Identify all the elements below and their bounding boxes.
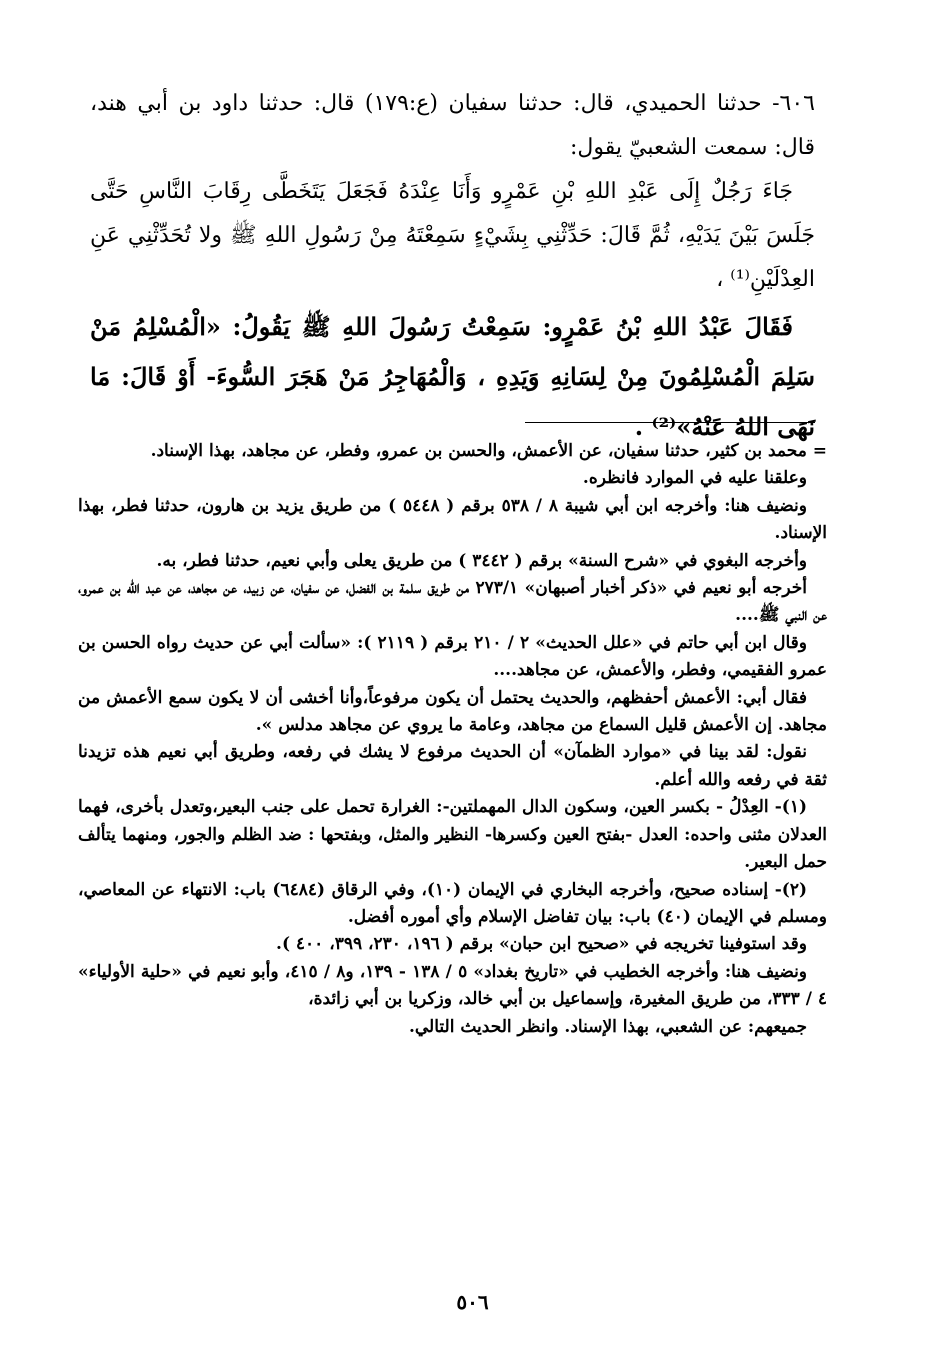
footnote-line: وقد استوفينا تخريجه في «صحيح ابن حبان» برقم ( ١٩٦، ٢٣٠، ٣٩٩، ٤٠٠ ).	[276, 934, 807, 955]
footnotes	[78, 438, 827, 1041]
footnote-line: ونضيف هنا: وأخرجه الخطيب في «تاريخ بغداد» ٥ / ١٣٨ - ١٣٩، و٨ / ٤١٥، وأبو نعيم في «حلية الأولياء» ٤ / ٣٣٣، من طريق المغيرة، وإسماعيل بن أبي خالد، وزكريا بن أبي زائدة،	[78, 961, 827, 1010]
hadith-text	[90, 82, 815, 452]
hadith-chain: ٦٠٦- حدثنا الحميدي، قال: حدثنا سفيان (ع:١٧٩) قال: حدثنا داود بن أبي هند، قال: سمعت الشعبيّ يقول:	[90, 91, 815, 160]
page-number: ٥٠٦	[456, 1290, 489, 1314]
footnote-line: وقال ابن أبي حاتم في «علل الحديث» ٢ / ٢١٠ برقم ( ٢١١٩ ): «سألت أبي عن حديث رواه الحسن بن عمرو الفقيمي، وفطر، والأعمش، عن مجاهد....	[78, 632, 827, 681]
footnote-line: وأخرجه البغوي في «شرح السنة» برقم ( ٣٤٤٢ ) من طريق يعلى وأبي نعيم، حدثنا فطر، به.	[156, 550, 807, 571]
footnote-line: نقول: لقد بينا في «موارد الظمآن» أن الحديث مرفوع لا يشك في رفعه، وطريق أبي نعيم هذه تزيدنا ثقة في رفعه والله أعلم.	[78, 742, 827, 790]
footnote-2: (٢)- إسناده صحيح، وأخرجه البخاري في الإيمان (١٠)، وفي الرقاق (٦٤٨٤) باب: الانتهاء عن المعاصي، ومسلم في الإيمان (٤٠) باب: بيان تفاضل الإسلام وأي أموره أفضل.	[78, 879, 827, 927]
footnote-line: جميعهم: عن الشعبي، بهذا الإسناد. وانظر الحديث التالي.	[408, 1016, 807, 1037]
hadith-saying: فَقَالَ عَبْدُ اللهِ بْنُ عَمْرٍو: سَمِعْتُ رَسُولَ اللهِ ﷺ يَقُولُ: «الْمُسْلِمُ مَنْ سَلِمَ الْمُسْلِمُونَ مِنْ لِسَانِهِ وَيَدِهِ ، وَالْمُهَاجِرُ مَنْ هَجَرَ السُّوءَ- أَوْ قَالَ: مَا نَهَى اللهُ عَنْهُ»⁽²⁾ .	[90, 312, 815, 441]
footnote-line: فقال أبي: الأعمش أحفظهم، والحديث يحتمل أن يكون مرفوعاً،وأنا أخشى أن لا يكون سمع الأعمش من مجاهد. إن الأعمش قليل السماع من مجاهد، وعامة ما يروي عن مجاهد مدلس ».	[78, 687, 827, 736]
footnote-line: = محمد بن كثير، حدثنا سفيان، عن الأعمش، والحسن بن عمرو، وفطر، عن مجاهد، بهذا الإسناد.	[150, 441, 827, 461]
footnote-line: وعلقنا عليه في الموارد فانظره.	[582, 468, 807, 489]
footnote-line: ونضيف هنا: وأخرجه ابن أبي شيبة ٨ / ٥٣٨ برقم ( ٥٤٤٨ ) من طريق يزيد بن هارون، حدثنا فطر، بهذا الإسناد.	[78, 495, 827, 544]
hadith-narration: جَاءَ رَجُلٌ إِلَى عَبْدِ اللهِ بْنِ عَمْرٍو وَأَنَا عِنْدَهُ فَجَعَلَ يَتَخَطَّى رِقَابَ النَّاسِ حَتَّى جَلَسَ بَيْنَ يَدَيْهِ، ثُمَّ قَالَ: حَدِّثْنِي بِشَيْءٍ سَمِعْتَهُ مِنْ رَسُولِ اللهِ ﷺ ولا تُحَدِّثْنِي عَنِ العِدْلَيْنِ⁽¹⁾ ،	[90, 179, 815, 292]
footnote-line: أخرجه أبو نعيم في «ذكر أخبار أصبهان» ٢٧٣/١ من طريق سلمة بن الفضل، عن سفيان، عن زبيد، عن مجاهد، عن عبد الله بن عمرو، عن النبي ﷺ....	[78, 578, 827, 626]
footnote-1: (١)- العِدْلُ - بكسر العين، وسكون الدال المهملتين-: الغرارة تحمل على جنب البعير،وتعدل بأخرى، فهما العدلان مثنى واحده: العدل -بفتح العين وكسرها- النظير والمثل، وبفتحها : ضد الظلم والجور، ومنهما يتألف حمل البعير.	[78, 797, 827, 873]
footnote-separator	[525, 422, 815, 423]
